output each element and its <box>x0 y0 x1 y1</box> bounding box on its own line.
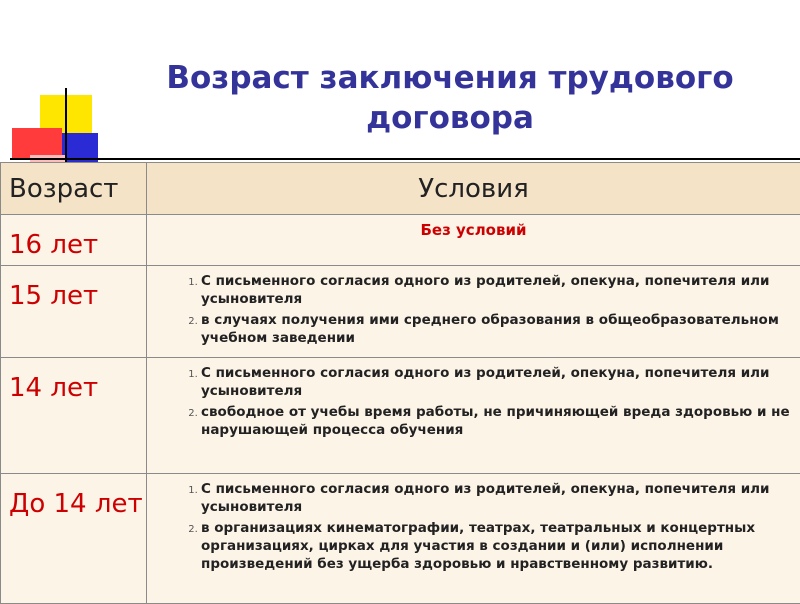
age-cell: 15 лет <box>1 266 147 358</box>
list-item: 1. С письменного согласия одного из родителей, опекуна, попечителя или усыновителя <box>201 480 794 516</box>
table-row <box>1 266 800 358</box>
list-item: 2. в организациях кинематографии, театрах, театральных и концертных организациях, цирках для участия в создании и (или) исполнении произведений без ущерба здоровью и нравственному развитию. <box>201 519 794 573</box>
table-header-row <box>1 163 800 215</box>
list-item: 2. свободное от учебы время работы, не причиняющей вреда здоровью и не нарушающей процесса обучения <box>201 403 794 439</box>
header-age: Возраст <box>1 163 147 215</box>
conditions-cell <box>147 474 800 604</box>
table-row <box>1 474 800 604</box>
conditions-list <box>147 480 794 573</box>
list-item: 1. С письменного согласия одного из родителей, опекуна, попечителя или усыновителя <box>201 272 794 308</box>
conditions-cell <box>147 358 800 474</box>
age-cell: 16 лет <box>1 215 147 266</box>
list-item: 1. С письменного согласия одного из родителей, опекуна, попечителя или усыновителя <box>201 364 794 400</box>
decor-red-square <box>12 128 62 158</box>
age-cell: 14 лет <box>1 358 147 474</box>
list-item: 2. в случаях получения ими среднего образования в общеобразовательном учебном заведении <box>201 311 794 347</box>
conditions-list <box>147 364 794 439</box>
table-row <box>1 215 800 266</box>
decor-horizontal-line <box>10 158 800 160</box>
no-conditions-text: Без условий <box>147 215 800 266</box>
header-conditions: Условия <box>147 163 800 215</box>
table-row <box>1 358 800 474</box>
age-cell: До 14 лет <box>1 474 147 604</box>
conditions-table <box>0 162 800 604</box>
page-title: Возраст заключения трудового договора <box>120 58 780 138</box>
conditions-list <box>147 272 794 347</box>
conditions-cell <box>147 266 800 358</box>
